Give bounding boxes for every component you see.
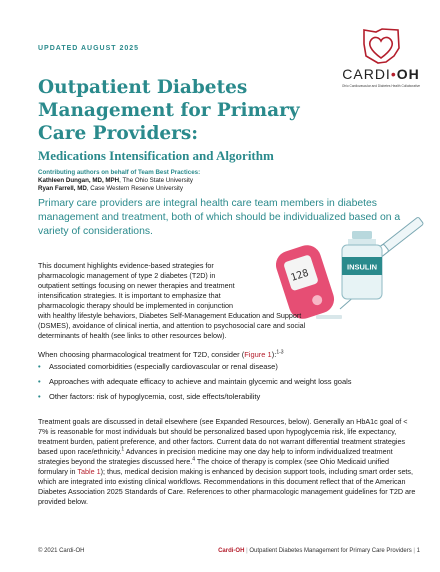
- contributors-lead: Contributing authors on behalf of Team Best Practices:: [38, 169, 201, 176]
- body-paragraph: This document highlights evidence-based strategies for pharmacologic management of type 2 diabetes (T2D) in outpatient settings focusing on newer therapies and treatment intensification strategies. It is important to emphasize that pharmacologic therapy should be implemented in conjunction with healthy lifestyle behaviors, Diabetes Self-Management Education and Support (DSMES), avoidance of clinical inertia, and attention to psychosocial care and social determinants of health (see links to other resources below).: [38, 261, 306, 340]
- copyright: © 2021 Cardi-OH: [38, 548, 85, 554]
- consider-paragraph: When choosing pharmacological treatment for T2D, consider (Figure 1):$^{1-3}$: [38, 349, 284, 359]
- list-item: • Approaches with adequate efficacy to achieve and maintain glycemic and weight loss goals: [38, 377, 418, 387]
- treatment-goals-paragraph: Treatment goals are discussed in detail elsewhere (see Expanded Resources, below). Generally an HbA1c goal of < 7% is reasonable for most individuals but should be personalized based upon hypoglycemia risk, life expectancy, treatment burden, patient preference, and other factors. Current data do not warrant differential treatment strategies based upon race/ethnicity.$^1$ Advances in precision medicine may one day help to inform individualized treatment strategies beyond the strategies discussed here.$^4$ The choice of therapy is complex (see Ohio Medicaid unified formulary in Table 1); thus, medical decision making is enhanced by decision support tools, including smart order sets, which are integrated into existing clinical workflows. Recommendations in this document reflect that of the American Diabetes Association 2025 Standards of Care. References to other pharmacologic management guidelines for T2D are provided below.: [38, 417, 416, 506]
- ohio-heart-icon: [358, 26, 404, 66]
- meter-reading: 128: [289, 267, 311, 284]
- page-number: 1: [416, 548, 420, 554]
- contributor: Kathleen Dungan, MD, MPH, The Ohio State University: [38, 177, 193, 184]
- list-item: • Associated comorbidities (especially cardiovascular or renal disease): [38, 362, 418, 372]
- table-1-link[interactable]: Table 1: [77, 467, 101, 476]
- consideration-list: [38, 362, 418, 407]
- intro-statement: Primary care providers are integral health care team members in diabetes management and treatment, both of which should be individualized based on a variety of considerations.: [38, 198, 401, 237]
- document-subtitle: Medications Intensification and Algorithm: [38, 148, 274, 163]
- logo-wordmark: CARDI•OH: [342, 66, 420, 82]
- cardi-oh-logo: [336, 26, 426, 94]
- contributors: [38, 169, 200, 193]
- logo-tagline: Ohio Cardiovascular and Diabetes Health Collaborative: [341, 84, 421, 88]
- updated-date: UPDATED AUGUST 2025: [38, 45, 140, 52]
- document-title: Outpatient Diabetes Management for Primary Care Providers:: [38, 77, 300, 144]
- vial-label: INSULIN: [347, 262, 377, 272]
- contributor: Ryan Farrell, MD, Case Western Reserve University: [38, 185, 183, 192]
- footer-title: Cardi-OH | Outpatient Diabetes Management for Primary Care Providers | 1: [218, 548, 420, 554]
- figure-1-link[interactable]: Figure 1: [244, 350, 272, 359]
- list-item: • Other factors: risk of hypoglycemia, cost, side effects/tolerability: [38, 392, 418, 402]
